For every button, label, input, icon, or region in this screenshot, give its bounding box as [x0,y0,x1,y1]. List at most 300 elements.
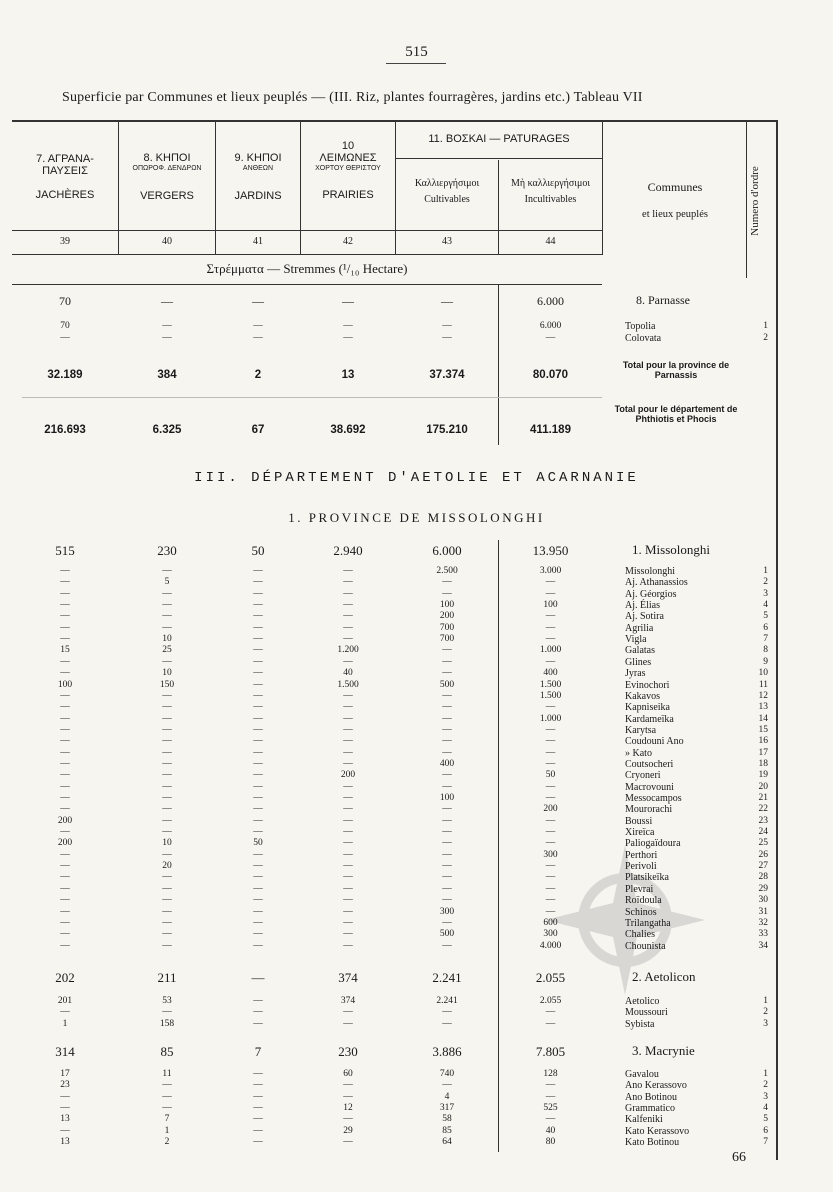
block-3-cell-c41: — [253,1069,263,1079]
block-3-cell-c40: 1 [164,1125,170,1136]
total-province-c39: 32.189 [47,369,83,381]
block-3-row-number: 1 [763,1069,768,1079]
block-1-cell-c40: — [162,929,172,940]
block-1-cell-c40: — [162,690,172,701]
col-rule-43 [395,120,396,255]
block-1-cell-c44: 300 [543,929,558,940]
block-1-cell-c40: — [162,917,172,928]
block-1-cell-c40: — [162,849,172,860]
block-1-cell-c43: — [442,577,452,588]
block-1-cell-c41: — [253,849,263,860]
block-1-cell-c40: — [162,566,172,576]
block-3-cell-c40: 7 [164,1114,170,1125]
block-1-cell-c43: 100 [439,793,455,803]
block-2-commune-name: Sybista [625,1018,655,1030]
block-1-row-number: 22 [758,804,768,815]
body-rule-upper [498,285,499,445]
block-1-cell-c39: — [60,861,70,872]
block-1-cell-c39: — [60,702,70,713]
block-1-row-number: 15 [758,724,768,735]
header-cultivables: Καλλιεργήσιμοι Cultivables [414,178,480,205]
block-1-cell-c43: — [442,861,452,872]
block-1-cell-c41: — [253,713,263,724]
block-2-cell-c42: 374 [340,996,356,1006]
block-1-cell-c40: — [162,656,172,667]
block-1-commune-name: Schinos [625,906,657,918]
block-1-commune-name: Karytsa [625,724,657,736]
block-3-cell-c43: 64 [442,1137,452,1148]
block-1-cell-c40: — [162,770,172,781]
province-heading: 1. PROVINCE DE MISSOLONGHI [288,510,545,525]
block-1-cell-c44: — [545,747,556,758]
col-number-39: 39 [60,236,70,247]
parnasse-commune-name: Colovata [625,332,662,344]
parnasse-cell-c42: — [343,321,353,331]
block-1-cell-c39: — [60,793,70,803]
block-1-row-number: 4 [763,600,768,611]
parnasse-summary-c43: — [441,294,453,308]
block-1-cell-c43: — [442,872,452,883]
block-1-cell-c40: — [162,702,172,713]
block-3-summary-name: 3. Macrynie [632,1043,695,1058]
block-3-cell-c44: — [545,1091,556,1102]
block-1-cell-c44: — [545,577,556,588]
block-1-cell-c39: — [60,656,70,667]
block-1-cell-c43: — [442,724,452,735]
block-1-row-number: 30 [758,895,768,906]
block-1-cell-c42: 1.500 [337,679,359,690]
block-1-cell-c42: — [343,929,353,940]
total-province-c43: 37.374 [429,369,465,381]
block-1-cell-c42: — [343,883,353,894]
block-3-cell-c44: — [545,1114,556,1125]
block-3-summary-c42: 230 [338,1044,358,1059]
block-1-cell-c39: — [60,940,70,951]
block-1-cell-c44: — [545,895,556,906]
parnasse-cell-c39: 70 [60,321,70,331]
block-1-cell-c40: 20 [162,861,172,872]
col-number-44: 44 [545,236,556,247]
block-1-cell-c41: — [253,724,263,735]
block-1-cell-c43: 500 [439,679,455,690]
block-1-cell-c42: — [343,940,353,951]
block-1-cell-c42: — [343,600,353,611]
block-3-cell-c41: — [253,1080,263,1091]
block-1-cell-c44: 600 [543,917,558,928]
block-1-cell-c40: — [162,611,172,622]
block-1-cell-c40: — [162,713,172,724]
block-1-cell-c44: — [545,872,556,883]
paturages-rule [395,158,602,159]
block-1-cell-c41: — [253,793,263,803]
table-right-rule [776,120,778,1160]
block-2-cell-c42: — [343,1018,353,1029]
block-1-cell-c40: — [162,600,172,611]
block-1-cell-c43: — [442,736,452,747]
block-1-commune-name: Aj. Athanassios [625,577,688,589]
block-1-cell-c44: — [545,781,556,792]
block-1-cell-c41: — [253,861,263,872]
block-1-cell-c44: — [545,793,556,803]
block-1-row-number: 18 [758,758,768,769]
block-3-cell-c40: — [162,1103,172,1114]
block-1-commune-name: Chounista [625,940,666,952]
block-1-cell-c41: — [253,679,263,690]
block-1-cell-c43: — [442,804,452,815]
block-1-cell-c40: 10 [162,634,172,645]
block-1-cell-c39: — [60,804,70,815]
block-3-summary-c44: 7.805 [535,1044,566,1059]
block-3-commune-name: Ano Kerassovo [625,1080,687,1092]
block-1-commune-name: Perivoli [625,861,657,873]
block-1-cell-c43: — [442,770,452,781]
block-1-cell-c42: — [343,815,353,826]
parnasse-cell-c43: — [442,332,452,343]
units-bottom-rule [12,284,602,285]
block-1-cell-c43: 200 [439,611,455,622]
block-1-cell-c41: — [253,906,263,917]
block-1-cell-c41: — [253,872,263,883]
block-2-cell-c39: 201 [57,996,73,1006]
block-2-summary-c39: 202 [55,970,75,985]
block-1-cell-c43: 2.500 [436,566,458,576]
block-1-cell-c44: 50 [545,770,556,781]
block-1-cell-c42: — [343,793,353,803]
block-3-commune-name: Ano Botinou [625,1091,677,1103]
block-1-cell-c39: — [60,827,70,838]
block-1-cell-c40: — [162,758,172,769]
block-1-row-number: 11 [758,679,768,690]
ordre-column-rule [746,120,747,278]
block-3-cell-c39: 23 [60,1080,70,1091]
block-3-summary-c40: 85 [160,1044,174,1059]
block-1-cell-c42: 40 [343,668,353,679]
block-1-summary-c43: 6.000 [432,543,462,558]
block-1-cell-c42: — [343,895,353,906]
block-1-cell-c39: — [60,577,70,588]
block-1-commune-name: Kapniseika [625,702,670,714]
block-1-cell-c39: — [60,634,70,645]
block-1-commune-name: Kakavos [625,690,660,702]
header-jardins: 9. ΚΗΠΟΙ ΑΝΘΕΩΝ JARDINS [234,152,282,202]
block-2-cell-c41: — [253,1007,263,1018]
footer-page-number: 66 [732,1150,746,1165]
block-3-summary-c43: 3.886 [432,1044,462,1059]
parnasse-summary-c39: 70 [59,294,71,308]
block-1-commune-name: Roïdoula [625,895,662,907]
block-1-cell-c42: — [343,849,353,860]
block-1-cell-c39: — [60,770,70,781]
block-1-cell-c43: — [442,588,452,599]
block-1-commune-name: Mourorachi [625,804,673,816]
total-province-c42: 13 [341,369,355,381]
total-province-c41: 2 [254,369,262,381]
block-1-cell-c40: — [162,622,172,633]
block-1-cell-c41: — [253,736,263,747]
block-1-cell-c39: 200 [57,838,73,849]
block-3-cell-c42: — [343,1091,353,1102]
parnasse-row-number: 1 [763,321,768,331]
block-1-row-number: 31 [758,906,768,917]
block-3-row-number: 7 [763,1137,768,1148]
block-3-cell-c40: — [162,1080,172,1091]
block-1-cell-c41: — [253,929,263,940]
block-1-cell-c42: — [343,656,353,667]
block-3-commune-name: Grammatico [625,1103,675,1115]
block-2-summary-c40: 211 [157,970,177,985]
table-caption: Superficie par Communes et lieux peuplés — (III. Riz, plantes fourragères, jardins etc.) Tableau VII [62,90,643,105]
block-1-cell-c39: — [60,622,70,633]
block-3-cell-c40: 2 [164,1137,170,1148]
block-1-cell-c41: — [253,668,263,679]
block-1-row-number: 12 [758,690,768,701]
block-1-cell-c39: — [60,872,70,883]
col-rule-44 [498,160,499,255]
block-1-cell-c44: 4.000 [539,940,562,951]
block-1-cell-c44: — [545,588,556,599]
block-1-cell-c41: — [253,895,263,906]
block-1-commune-name: Plevrai [625,883,654,895]
block-2-cell-c43: — [442,1018,452,1029]
total-department-c42: 38.692 [330,424,366,436]
total-department-label: Total pour le département de Phthiotis et Phocis [614,404,738,424]
block-1-cell-c44: — [545,724,556,735]
block-1-cell-c43: — [442,645,452,656]
block-2-cell-c40: 53 [162,996,172,1006]
block-1-commune-name: Macrovouni [625,781,674,793]
block-1-cell-c40: 5 [164,577,170,588]
block-1-summary-c44: 13.950 [532,543,569,558]
block-1-commune-name: Jyras [625,668,646,680]
block-3-cell-c42: — [343,1114,353,1125]
col-number-40: 40 [162,236,172,247]
block-1-cell-c44: — [545,634,556,645]
block-1-summary-name: 1. Missolonghi [632,542,711,557]
block-1-commune-name: Missolonghi [625,566,676,577]
block-2-commune-name: Moussouri [625,1007,668,1019]
total-department-c44: 411.189 [530,424,571,436]
total-department-c41: 67 [251,424,265,436]
block-2-row-number: 2 [763,1007,768,1018]
block-1-cell-c41: — [253,645,263,656]
parnasse-summary-c41: — [252,294,264,308]
total-province-c40: 384 [157,369,177,381]
block-1-commune-name: Coutsocheri [625,758,674,770]
parnasse-summary-c44: 6.000 [537,294,564,308]
block-1-cell-c40: — [162,793,172,803]
block-2-cell-c41: — [253,1018,263,1029]
block-1-cell-c44: 400 [543,668,558,679]
block-1-cell-c39: — [60,566,70,576]
block-1-cell-c44: 3.000 [539,566,562,576]
block-1-commune-name: Aj. Géorgios [625,588,677,600]
block-1-cell-c42: — [343,634,353,645]
block-1-cell-c44: 1.500 [539,679,562,690]
block-1-cell-c41: — [253,577,263,588]
block-1-cell-c44: 1.000 [539,645,562,656]
parnasse-cell-c41: — [253,332,263,343]
block-1-cell-c42: — [343,758,353,769]
block-3-cell-c39: — [60,1091,70,1102]
col-rule-42 [300,120,301,255]
col-number-42: 42 [343,236,353,247]
block-1-cell-c44: 300 [543,849,558,860]
block-2-summary-c41: — [251,970,265,985]
block-1-cell-c40: 10 [162,668,172,679]
block-1-cell-c43: 300 [439,906,455,917]
block-1-summary-c42: 2.940 [333,543,363,558]
block-1-cell-c42: — [343,861,353,872]
block-1-cell-c40: — [162,781,172,792]
block-1-cell-c40: 10 [162,838,172,849]
total-department-c43: 175.210 [426,424,468,436]
block-1-cell-c43: — [442,827,452,838]
block-3-cell-c42: 60 [343,1069,353,1079]
block-1-commune-name: Vigla [625,634,647,646]
block-1-cell-c41: — [253,702,263,713]
block-1-cell-c43: — [442,747,452,758]
block-1-cell-c40: — [162,747,172,758]
block-1-summary-c41: 50 [251,543,265,558]
block-1-cell-c44: — [545,861,556,872]
block-1-cell-c44: — [545,906,556,917]
block-1-cell-c43: — [442,917,452,928]
block-3-cell-c43: 85 [442,1125,452,1136]
block-1-cell-c42: — [343,611,353,622]
block-3-commune-name: Kato Botinou [625,1137,680,1149]
block-3-row-number: 5 [763,1114,768,1125]
block-1-row-number: 1 [763,566,768,576]
block-1-cell-c39: — [60,736,70,747]
block-1-cell-c40: — [162,883,172,894]
block-1-cell-c43: — [442,815,452,826]
block-1-row-number: 27 [758,861,768,872]
block-3-commune-name: Gavalou [625,1069,659,1080]
block-3-cell-c43: 317 [439,1103,455,1114]
block-1-cell-c44: — [545,611,556,622]
block-1-cell-c41: — [253,804,263,815]
block-2-summary-c43: 2.241 [432,970,462,985]
block-1-cell-c42: — [343,827,353,838]
block-1-summary-c39: 515 [55,543,75,558]
block-1-cell-c40: — [162,906,172,917]
block-1-row-number: 14 [758,713,768,724]
block-1-row-number: 16 [758,736,768,747]
block-1-row-number: 32 [758,917,768,928]
block-2-cell-c43: 2.241 [436,996,458,1006]
block-1-cell-c39: — [60,600,70,611]
parnasse-cell-c40: — [162,332,172,343]
header-bottom-rule [12,254,602,255]
block-2-cell-c44: 2.055 [539,996,562,1006]
block-1-commune-name: Paliogaïdoura [625,838,681,850]
block-2-summary-c42: 374 [338,970,358,985]
block-1-cell-c44: — [545,736,556,747]
block-1-cell-c43: — [442,656,452,667]
block-3-commune-name: Kato Kerassovo [625,1125,690,1137]
header-communes: Communes et lieux peuplés [642,180,708,220]
parnasse-cell-c44: — [545,332,556,343]
parnasse-row-number: 2 [763,332,768,343]
block-1-cell-c43: — [442,781,452,792]
block-1-cell-c41: 50 [253,838,263,849]
block-1-cell-c42: — [343,872,353,883]
block-1-row-number: 5 [763,611,768,622]
block-1-cell-c44: 200 [543,804,558,815]
block-1-cell-c41: — [253,827,263,838]
block-1-cell-c42: — [343,566,353,576]
header-paturages: 11. ΒΟΣΚΑΙ — PATURAGES [428,133,570,145]
page-number-rule [386,63,446,64]
parnasse-summary-name: 8. Parnasse [636,293,690,307]
block-1-cell-c42: — [343,702,353,713]
block-1-row-number: 29 [758,883,768,894]
block-3-cell-c42: 12 [343,1103,353,1114]
block-1-cell-c41: — [253,690,263,701]
block-1-commune-name: Perthori [625,849,658,861]
block-1-cell-c41: — [253,758,263,769]
col-rule-communes [602,120,603,255]
block-1-cell-c39: — [60,758,70,769]
block-1-cell-c43: — [442,895,452,906]
block-1-cell-c43: 100 [439,600,455,611]
block-1-row-number: 24 [758,827,768,838]
block-1-row-number: 2 [763,577,768,588]
block-1-cell-c41: — [253,634,263,645]
block-1-cell-c39: — [60,929,70,940]
block-1-cell-c39: 15 [60,645,70,656]
block-1-cell-c41: — [253,588,263,599]
block-1-commune-name: Aj. Sotira [625,611,664,623]
block-3-cell-c41: — [253,1091,263,1102]
block-1-cell-c40: — [162,724,172,735]
block-1-cell-c41: — [253,747,263,758]
block-1-row-number: 7 [763,634,768,645]
block-1-cell-c41: — [253,770,263,781]
block-1-cell-c42: — [343,713,353,724]
total-department-c40: 6.325 [152,424,182,436]
block-1-cell-c40: — [162,940,172,951]
block-1-commune-name: Xireïca [625,827,655,839]
parnasse-summary-c40: — [161,294,173,308]
col-number-41: 41 [253,236,263,247]
block-1-cell-c41: — [253,622,263,633]
block-1-cell-c41: — [253,566,263,576]
block-1-cell-c44: — [545,883,556,894]
parnasse-commune-name: Topolia [625,321,656,332]
block-1-commune-name: Boussi [625,815,653,827]
block-2-row-number: 1 [763,996,768,1006]
block-1-cell-c43: 700 [439,634,455,645]
block-1-row-number: 19 [758,770,768,781]
block-1-cell-c39: — [60,883,70,894]
parnasse-cell-c39: — [60,332,70,343]
block-3-cell-c40: — [162,1091,172,1102]
block-1-cell-c40: — [162,804,172,815]
block-1-cell-c39: — [60,724,70,735]
header-vergers: 8. ΚΗΠΟΙ ΟΠΩΡΟΦ. ΔΕΝΔΡΩΝ VERGERS [132,152,202,202]
col-rule-40 [118,120,119,255]
block-3-summary-c39: 314 [55,1044,75,1059]
block-3-cell-c39: — [60,1125,70,1136]
block-1-cell-c40: — [162,827,172,838]
body-rule-lower [498,540,499,1152]
block-1-row-number: 17 [758,747,768,758]
block-1-row-number: 25 [758,838,768,849]
block-1-commune-name: Aj. Élias [625,600,660,612]
block-3-cell-c39: 17 [60,1069,70,1079]
parnasse-summary-c42: — [342,294,354,308]
